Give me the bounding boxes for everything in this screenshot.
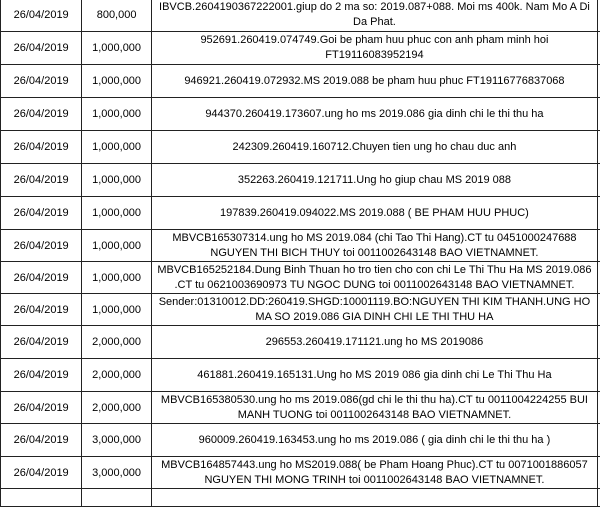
description-cell: MBVCB165380530.ung ho ms 2019.086(gd chi le thi thu ha).CT tu 0011004224255 BUI MANH TUONG toi 0011002643148 BAO VIETNAMNET.	[151, 392, 597, 424]
description-cell: 242309.260419.160712.Chuyen tien ung ho chau duc anh	[151, 131, 597, 164]
amount-cell: 1,000,000	[82, 131, 152, 164]
date-cell	[1, 489, 82, 507]
table-row	[1, 359, 600, 392]
table-row	[1, 392, 600, 424]
date-cell: 26/04/2019	[1, 32, 82, 65]
amount-cell: 1,000,000	[82, 164, 152, 197]
date-cell: 26/04/2019	[1, 131, 82, 164]
date-cell: 26/04/2019	[1, 98, 82, 131]
amount-cell: 1,000,000	[82, 230, 152, 262]
date-cell: 26/04/2019	[1, 359, 82, 392]
date-cell: 26/04/2019	[1, 392, 82, 424]
date-cell: 26/04/2019	[1, 164, 82, 197]
table-row	[1, 0, 600, 32]
amount-cell: 2,000,000	[82, 359, 152, 392]
date-cell: 26/04/2019	[1, 262, 82, 294]
date-cell: 26/04/2019	[1, 197, 82, 230]
description-cell: MBVCB165307314.ung ho MS 2019.084 (chi Tao Thi Hang).CT tu 0451000247688 NGUYEN THI BICH THUY toi 0011002643148 BAO VIETNAMNET.	[151, 230, 597, 262]
description-cell	[151, 489, 597, 507]
date-cell: 26/04/2019	[1, 230, 82, 262]
amount-cell: 800,000	[82, 0, 152, 32]
date-cell: 26/04/2019	[1, 326, 82, 359]
amount-cell: 3,000,000	[82, 424, 152, 457]
amount-cell: 2,000,000	[82, 326, 152, 359]
date-cell: 26/04/2019	[1, 457, 82, 489]
table-row	[1, 424, 600, 457]
table-row	[1, 326, 600, 359]
description-cell: Sender:01310012.DD:260419.SHGD:10001119.BO:NGUYEN THI KIM THANH.UNG HO MA SO 2019.086 GIA DINH CHI LE THI THU HA	[151, 294, 597, 326]
date-cell: 26/04/2019	[1, 0, 82, 32]
table-row	[1, 457, 600, 489]
description-cell: 352263.260419.121711.Ung ho giup chau MS 2019 088	[151, 164, 597, 197]
amount-cell	[82, 489, 152, 507]
amount-cell: 1,000,000	[82, 65, 152, 98]
table-row	[1, 65, 600, 98]
amount-cell: 3,000,000	[82, 457, 152, 489]
description-cell: 946921.260419.072932.MS 2019.088 be pham huu phuc FT19116776837068	[151, 65, 597, 98]
description-cell: 197839.260419.094022.MS 2019.088 ( BE PHAM HUU PHUC)	[151, 197, 597, 230]
description-cell: 944370.260419.173607.ung ho ms 2019.086 gia dinh chi le thi thu ha	[151, 98, 597, 131]
description-cell: MBVCB165252184.Dung Binh Thuan ho tro tien cho con chi Le Thi Thu Ha MS 2019.086 .CT tu 0621003690973 TU NGOC DUNG toi 0011002643148 BAO VIETNAMNET.	[151, 262, 597, 294]
amount-cell: 1,000,000	[82, 32, 152, 65]
amount-cell: 2,000,000	[82, 392, 152, 424]
description-cell: 960009.260419.163453.ung ho ms 2019.086 ( gia dinh chi le thi thu ha )	[151, 424, 597, 457]
table-row	[1, 197, 600, 230]
description-cell: 461881.260419.165131.Ung ho MS 2019 086 gia dinh chi Le Thi Thu Ha	[151, 359, 597, 392]
table-row	[1, 131, 600, 164]
amount-cell: 1,000,000	[82, 98, 152, 131]
table-row	[1, 230, 600, 262]
description-cell: 296553.260419.171121.ung ho MS 2019086	[151, 326, 597, 359]
description-cell: MBVCB164857443.ung ho MS2019.088( be Pham Hoang Phuc).CT tu 0071001886057 NGUYEN THI MONG TRINH toi 0011002643148 BAO VIETNAMNET.	[151, 457, 597, 489]
table-row	[1, 294, 600, 326]
table-row	[1, 32, 600, 65]
description-cell: IBVCB.2604190367222001.giup do 2 ma so: 2019.087+088. Moi ms 400k. Nam Mo A Di Da Phat.	[151, 0, 597, 32]
table-row	[1, 98, 600, 131]
date-cell: 26/04/2019	[1, 65, 82, 98]
table-row	[1, 262, 600, 294]
table-row	[1, 489, 600, 507]
amount-cell: 1,000,000	[82, 262, 152, 294]
amount-cell: 1,000,000	[82, 197, 152, 230]
date-cell: 26/04/2019	[1, 424, 82, 457]
description-cell: 952691.260419.074749.Goi be pham huu phuc con anh pham minh hoi FT19116083952194	[151, 32, 597, 65]
amount-cell: 1,000,000	[82, 294, 152, 326]
date-cell: 26/04/2019	[1, 294, 82, 326]
table-row	[1, 164, 600, 197]
